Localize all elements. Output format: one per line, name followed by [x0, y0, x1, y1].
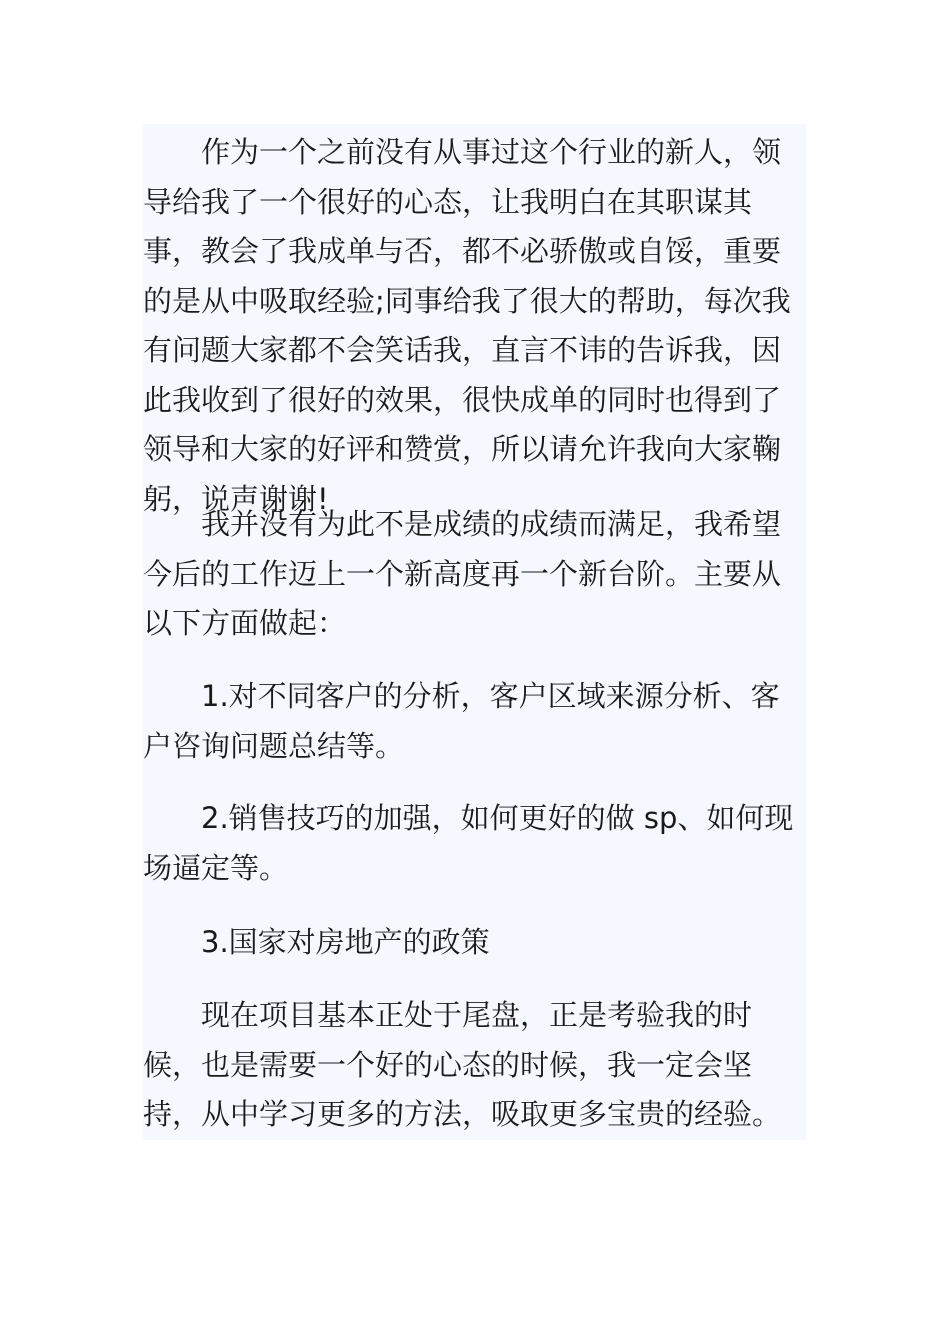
- list-item-sales-skills: 2.销售技巧的加强，如何更好的做 sp、如何现场逼定等。: [143, 801, 794, 885]
- paragraph-intro: 作为一个之前没有从事过这个行业的新人，领导给我了一个很好的心态，让我明白在其职谋其事，教会了我成单与否，都不必骄傲或自馁，重要的是从中吸取经验;同事给我了很大的帮助，每次我有问题大家都不会笑话我，直言不讳的告诉我，因此我收到了很好的效果，很快成单的同时也得到了领导和大家的好评和赞赏，所以请允许我向大家鞠躬，说声谢谢!: [143, 135, 791, 516]
- text-block: [143, 124, 806, 1140]
- list-item-policy: 3.国家对房地产的政策: [201, 925, 490, 959]
- paragraph-conclusion: 现在项目基本正处于尾盘，正是考验我的时候，也是需要一个好的心态的时候，我一定会坚持，从中学习更多的方法，吸取更多宝贵的经验。: [143, 998, 782, 1131]
- paragraph-goals: 我并没有为此不是成绩的成绩而满足，我希望今后的工作迈上一个新高度再一个新台阶。主要从以下方面做起：: [143, 507, 782, 640]
- list-item-customer-analysis: 1.对不同客户的分析，客户区域来源分析、客户咨询问题总结等。: [143, 679, 780, 763]
